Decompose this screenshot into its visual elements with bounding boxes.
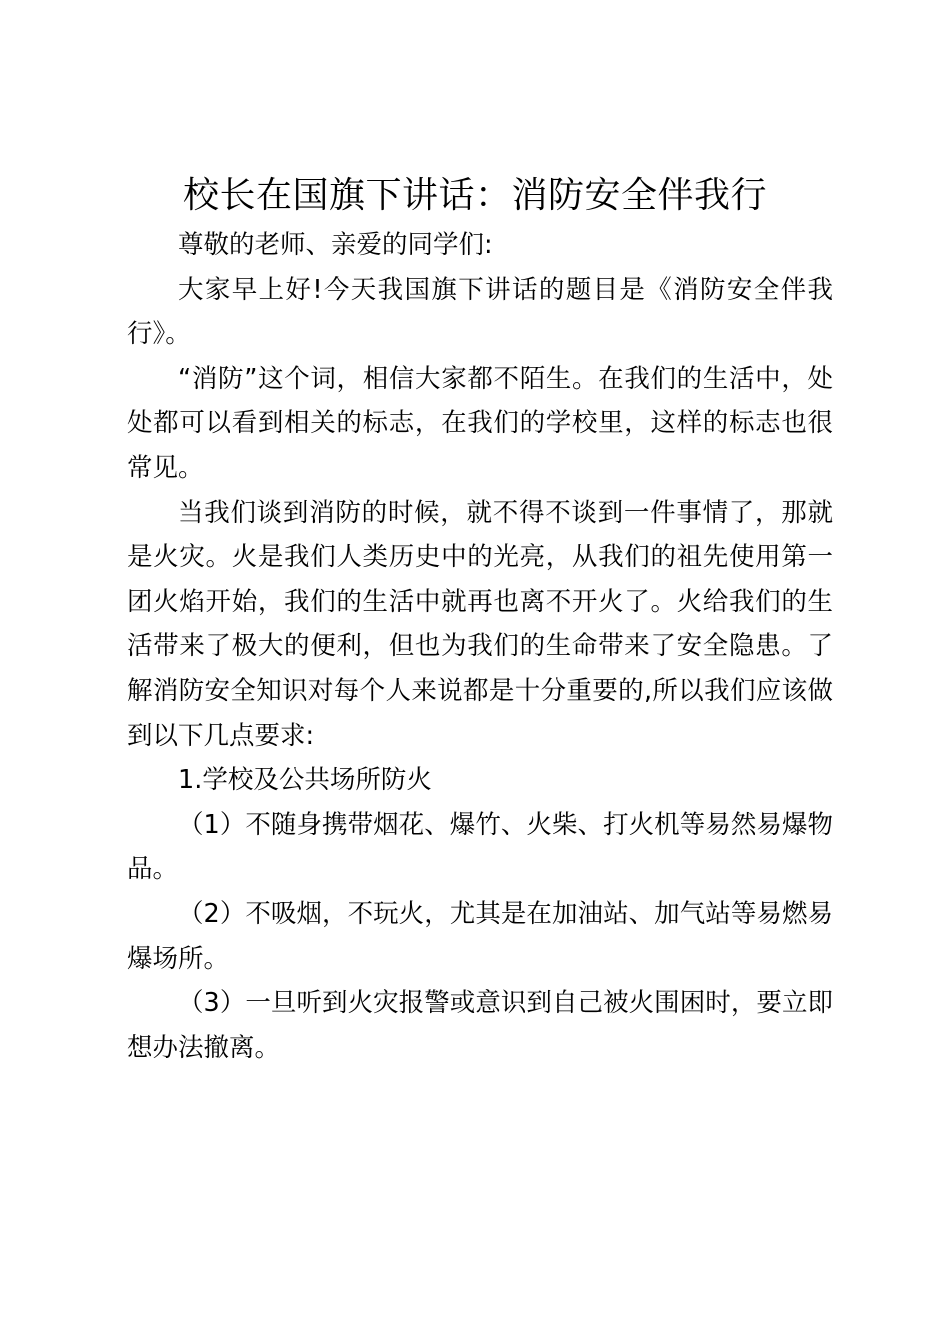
paragraph-fire-disaster: 当我们谈到消防的时候，就不得不谈到一件事情了，那就是火灾。火是我们人类历史中的光亮，从我们的祖先使用第一团火焰开始，我们的生活中就再也离不开火了。火给我们的生活带来了极大的便利，但也为我们的生命带来了安全隐患。了解消防安全知识对每个人来说都是十分重要的,所以我们应该做到以下几点要求:: [127, 497, 833, 751]
paragraph-greeting: 尊敬的老师、亲爱的同学们:: [178, 230, 493, 260]
document-body: [127, 223, 833, 1070]
list-item-3: （3）一旦听到火灾报警或意识到自己被火围困时，要立即想办法撤离。: [127, 988, 833, 1063]
paragraph-opening: 大家早上好!今天我国旗下讲话的题目是《消防安全伴我行》。: [127, 274, 833, 350]
section-heading-school-public-places: 1.学校及公共场所防火: [178, 765, 432, 796]
paragraph-fire-prevention-intro: “消防”这个词，相信大家都不陌生。在我们的生活中，处处都可以看到相关的标志，在我们的学校里，这样的标志也很常见。: [127, 363, 833, 483]
list-item-1: （1）不随身携带烟花、爆竹、火柴、打火机等易然易爆物品。: [127, 809, 833, 885]
document-title: 校长在国旗下讲话：消防安全伴我行: [182, 175, 767, 216]
list-item-2: （2）不吸烟，不玩火，尤其是在加油站、加气站等易燃易爆场所。: [127, 898, 833, 974]
